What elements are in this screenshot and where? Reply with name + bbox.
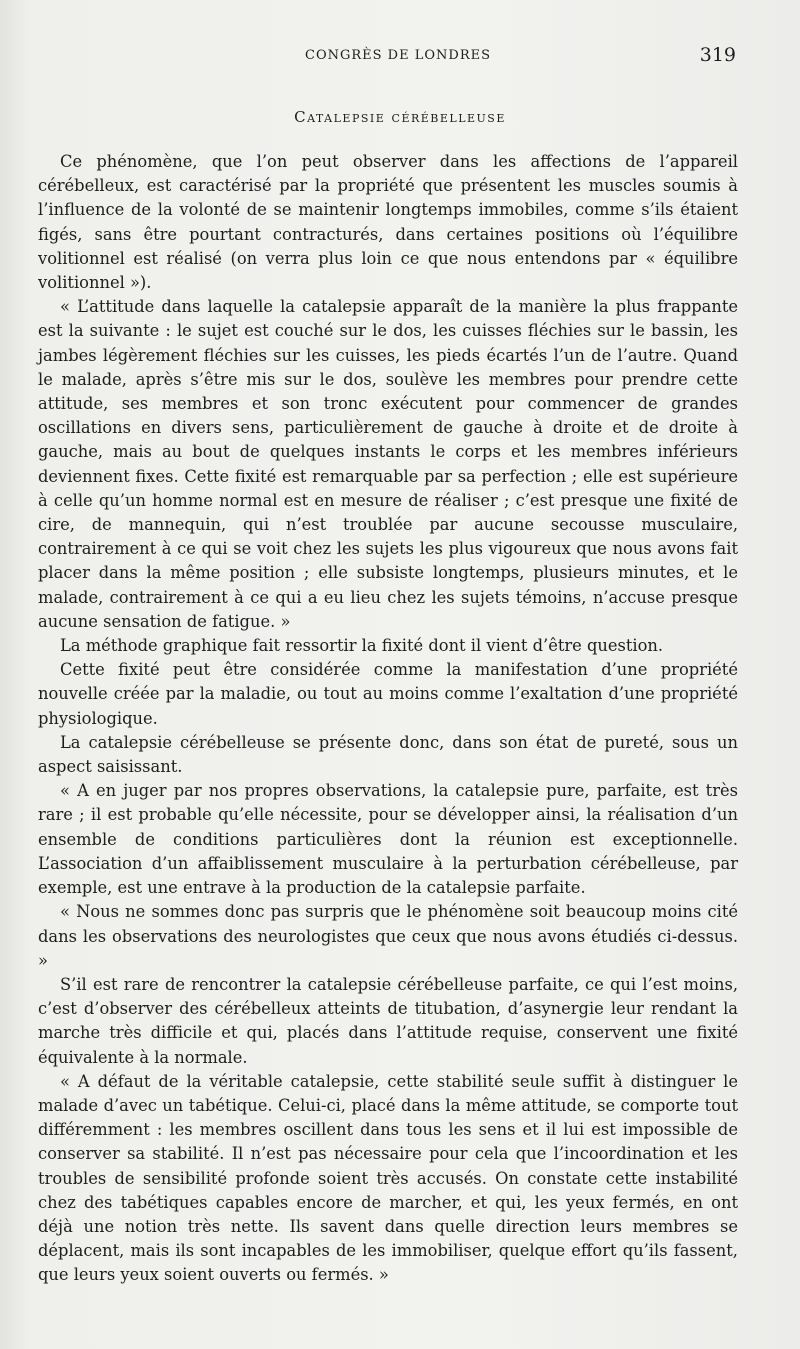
section-title: Catalepsie cérébelleuse — [294, 108, 506, 126]
running-head: CONGRÈS DE LONDRES — [305, 48, 491, 63]
paragraph: S’il est rare de rencontrer la catalepsie cérébelleuse parfaite, ce qui l’est moins, c’est d’observer des cérébelleux atteints de titubation, d’asynergie leur rendant la marche très difficile et qui, placés dans l’attitude requise, conservent une fixité équivalente à la normale. — [38, 974, 738, 1067]
paragraph: La catalepsie cérébelleuse se présente donc, dans son état de pureté, sous un aspect saisissant. — [38, 732, 738, 777]
paragraph: La méthode graphique fait ressortir la fixité dont il vient d’être question. — [60, 636, 664, 656]
body-text — [38, 150, 738, 1288]
paragraph: « Nous ne sommes donc pas surpris que le phénomène soit beaucoup moins cité dans les observations des neurologistes que ceux que nous avons étudiés ci-dessus. » — [38, 902, 738, 970]
paragraph: « A défaut de la véritable catalepsie, cette stabilité seule suffit à distinguer le malade d’avec un tabétique. Celui-ci, placé dans la même attitude, se comporte tout différemment : les membres oscillent dans tous les sens et il lui est impossible de conserver sa stabilité. Il n’est pas nécessaire pour cela que l’incoordination et les troubles de sensibilité profonde soient très accusés. On constate cette instabilité chez des tabétiques capables encore de marcher, et qui, les yeux fermés, en ont déjà une notion très nette. Ils savent dans quelle direction leurs membres se déplacent, mais ils sont incapables de les immobiliser, quelque effort qu’ils fassent, que leurs yeux soient ouverts ou fermés. » — [38, 1071, 738, 1285]
page-number: 319 — [699, 44, 736, 66]
paragraph: « L’attitude dans laquelle la catalepsie apparaît de la manière la plus frappante est la suivante : le sujet est couché sur le dos, les cuisses fléchies sur le bassin, les jambes légèrement fléchies sur les cuisses, les pieds écartés l’un de l’autre. Quand le malade, après s’être mis sur le dos, soulève les membres pour prendre cette attitude, ses membres et son tronc exécutent pour commencer de grandes oscillations en divers sens, particulièrement de gauche à droite et de droite à gauche, mais au bout de quelques instants le corps et les membres inférieurs deviennent fixes. Cette fixité est remarquable par sa perfection ; elle est supérieure à celle qu’un homme normal est en mesure de réaliser ; c’est presque une fixité de cire, de mannequin, qui n’est troublée par aucune secousse musculaire, contrairement à ce qui se voit chez les sujets les plus vigoureux que nous avons fait placer dans la même position ; elle subsiste longtemps, plusieurs minutes, et le malade, contrairement à ce qui a eu lieu chez les sujets témoins, n’accuse presque aucune sensation de fatigue. » — [38, 297, 738, 631]
paragraph: Cette fixité peut être considérée comme la manifestation d’une propriété nouvelle créée par la maladie, ou tout au moins comme l’exaltation d’une propriété physiologique. — [38, 660, 738, 728]
page-header — [56, 44, 740, 70]
paragraph: « A en juger par nos propres observations, la catalepsie pure, parfaite, est très rare ; il est probable qu’elle nécessite, pour se développer ainsi, la réalisation d’un ensemble de conditions particulières dont la réunion est exceptionnelle. L’association d’un affaiblissement musculaire à la perturbation cérébelleuse, par exemple, est une entrave à la production de la catalepsie parfaite. — [38, 781, 738, 898]
paragraph: Ce phénomène, que l’on peut observer dans les affections de l’appareil cérébelleux, est caractérisé par la propriété que présentent les muscles soumis à l’influence de la volonté de se maintenir longtemps immobiles, comme s’ils étaient figés, sans être pourtant contracturés, dans certaines positions où l’équilibre volitionnel est réalisé (on verra plus loin ce que nous entendons par « équilibre volitionnel »). — [38, 152, 738, 293]
